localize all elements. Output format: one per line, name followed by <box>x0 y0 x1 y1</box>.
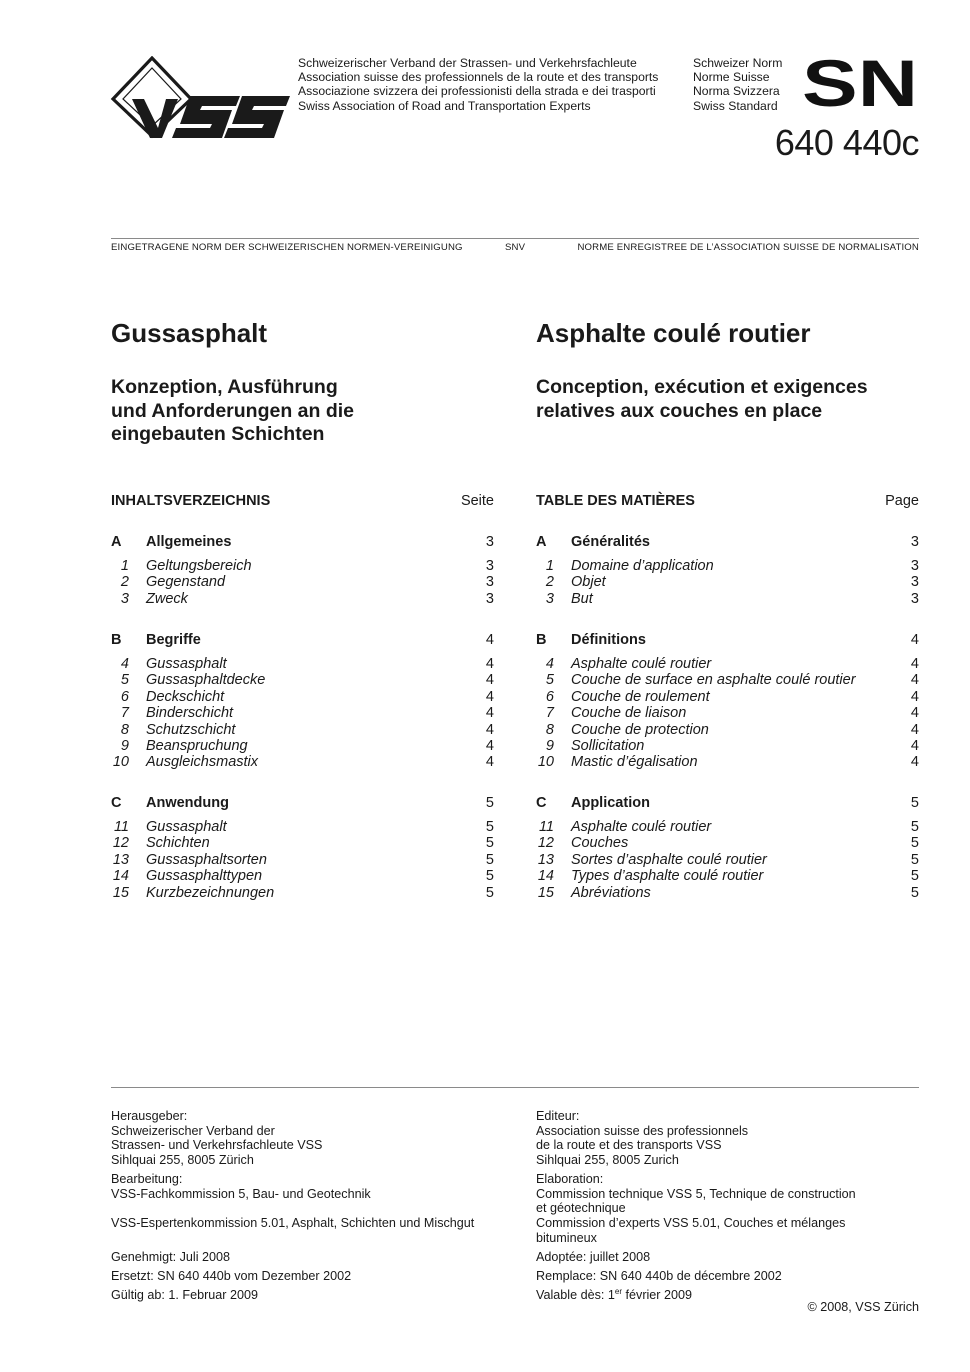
subtitle-de-line: Konzeption, Ausführung <box>111 376 338 398</box>
elaboration-fr-line: Commission technique VSS 5, Technique de construction <box>536 1186 856 1201</box>
association-name-it: Associazione svizzera dei professionisti della strada e dei trasporti <box>298 84 656 99</box>
toc-item-label: Asphalte coulé routier <box>571 819 712 835</box>
norm-label-it: Norma Svizzera <box>693 84 780 99</box>
toc-item-label: Couche de liaison <box>571 705 687 722</box>
valid-from-fr-sup: er <box>614 1287 623 1296</box>
sn-mark-text: SN <box>802 56 918 108</box>
toc-section-page: 5 <box>485 795 494 811</box>
toc-section-number: A <box>536 534 547 550</box>
toc-item-number: 7 <box>545 705 554 722</box>
elaboration-de-line: Bearbeitung: <box>111 1172 183 1186</box>
approved-de <box>111 1250 230 1265</box>
toc-item-page: 5 <box>485 884 494 901</box>
toc-item-number: 15 <box>112 884 129 901</box>
elaboration-fr-line: Elaboration: <box>536 1172 604 1186</box>
toc-item-page: 3 <box>910 590 919 607</box>
toc-item-number: 9 <box>545 738 554 754</box>
toc-item-page: 4 <box>485 721 494 738</box>
approved-fr <box>536 1250 650 1265</box>
subtitle-fr <box>536 376 868 423</box>
toc-item-label: Gussasphalt <box>146 656 227 672</box>
toc-section <box>536 534 919 550</box>
toc-item-number: 12 <box>537 835 554 852</box>
toc-item <box>536 689 919 705</box>
toc-item <box>111 705 494 721</box>
replaces-de <box>111 1269 351 1284</box>
toc-item-label: Kurzbezeichnungen <box>146 884 275 901</box>
toc-item-page: 3 <box>485 574 494 591</box>
toc-item-number: 14 <box>537 868 554 885</box>
publisher-fr-line: de la route et des transports VSS <box>536 1138 722 1153</box>
toc-item-label: Asphalte coulé routier <box>571 656 712 672</box>
toc-heading-fr <box>536 493 919 510</box>
association-name-fr: Association suisse des professionnels de la route et des transports <box>298 70 659 85</box>
toc-item <box>536 738 919 754</box>
toc-item-page: 5 <box>910 851 919 868</box>
toc-item-page: 5 <box>910 884 919 901</box>
toc-item <box>536 591 919 607</box>
toc-page-label-fr: Page <box>885 493 919 509</box>
publisher-de <box>111 1109 322 1167</box>
publisher-fr-line: Association suisse des professionnels <box>536 1123 749 1138</box>
toc-item <box>536 852 919 868</box>
toc-item <box>111 754 494 770</box>
toc-item-number: 13 <box>112 851 129 868</box>
toc-item-page: 5 <box>910 819 919 835</box>
toc-item <box>111 819 494 835</box>
toc-item-page: 3 <box>910 558 919 574</box>
toc-item-label: Zweck <box>146 590 188 607</box>
expert-commission-fr <box>536 1216 845 1245</box>
toc-item-page: 4 <box>910 738 919 754</box>
toc-item-page: 4 <box>485 705 494 722</box>
norm-label-en: Swiss Standard <box>693 98 778 113</box>
approved-fr-text: Adoptée: juillet 2008 <box>536 1250 651 1264</box>
toc-item-page: 4 <box>910 656 919 672</box>
logo-text: VSS <box>108 56 111 57</box>
toc-item-number: 10 <box>112 754 129 771</box>
replaces-fr-text: Remplace: SN 640 440b de décembre 2002 <box>536 1269 782 1283</box>
toc-section <box>111 632 494 648</box>
toc-item-label: Beanspruchung <box>146 738 248 754</box>
expert-commission-fr-line: bitumineux <box>536 1230 597 1245</box>
toc-item-label: Binderschicht <box>146 705 234 722</box>
elaboration-de <box>111 1172 371 1201</box>
title-fr: Asphalte coulé routier <box>536 318 811 348</box>
toc-item-label: Gegenstand <box>146 574 226 591</box>
valid-from-fr-suffix: février 2009 <box>622 1288 693 1302</box>
toc-section <box>111 795 494 811</box>
toc-item-number: 12 <box>112 835 129 852</box>
publisher-de-line: Schweizerischer Verband der <box>111 1123 275 1138</box>
toc-section <box>111 534 494 550</box>
toc-item <box>111 738 494 754</box>
subtitle-fr-line: relatives aux couches en place <box>536 399 823 422</box>
document-number: 640 440c <box>774 122 919 163</box>
toc-item-label: Couche de roulement <box>571 688 710 705</box>
toc-item <box>536 835 919 851</box>
copyright: © 2008, VSS Zürich <box>807 1300 919 1314</box>
publisher-fr-line: Sihlquai 255, 8005 Zurich <box>536 1152 679 1167</box>
toc-item-label: Geltungsbereich <box>146 558 252 574</box>
footer-divider <box>111 1087 919 1088</box>
toc-section-number: B <box>111 632 122 648</box>
toc-item-number: 15 <box>537 884 554 901</box>
toc-item-number: 9 <box>120 738 129 754</box>
toc-section-number: A <box>111 534 122 550</box>
toc-section-label: Allgemeines <box>146 534 232 550</box>
norm-labels <box>693 56 782 113</box>
toc-item <box>111 656 494 672</box>
toc-item-page: 4 <box>910 672 919 689</box>
replaces-de-text: Ersetzt: SN 640 440b vom Dezember 2002 <box>111 1269 352 1283</box>
toc-item <box>111 885 494 901</box>
sn-mark <box>802 56 920 108</box>
toc-item-number: 14 <box>112 868 129 885</box>
subtitle-de-line: und Anforderungen an die <box>111 399 355 422</box>
toc-item-label: Gussasphalt <box>146 819 227 835</box>
toc-item-label: Schutzschicht <box>146 721 236 738</box>
toc-fr <box>536 534 919 914</box>
toc-item-page: 4 <box>485 688 494 705</box>
toc-item-number: 10 <box>537 754 554 771</box>
registration-fr: NORME ENREGISTREE DE L’ASSOCIATION SUISSE DE NORMALISATION <box>577 242 919 253</box>
toc-heading-de <box>111 493 494 510</box>
toc-item-page: 4 <box>910 721 919 738</box>
toc-item-number: 2 <box>120 574 129 591</box>
valid-from-de <box>111 1288 258 1303</box>
toc-item-number: 8 <box>120 721 129 738</box>
toc-item-page: 3 <box>910 574 919 591</box>
toc-section-page: 4 <box>910 632 919 648</box>
norm-label-fr: Norme Suisse <box>693 70 770 85</box>
header-divider <box>111 238 919 239</box>
toc-item-label: But <box>571 590 593 607</box>
publisher-fr-line: Editeur: <box>536 1109 580 1123</box>
toc-item-number: 2 <box>545 574 554 591</box>
elaboration-fr <box>536 1172 856 1216</box>
expert-commission-de <box>111 1216 474 1231</box>
association-names <box>298 56 658 113</box>
toc-section-page: 3 <box>485 534 494 550</box>
expert-commission-de-line: VSS-Espertenkommission 5.01, Asphalt, Schichten und Mischgut <box>111 1216 475 1230</box>
toc-section <box>536 632 919 648</box>
toc-item-label: Schichten <box>146 835 210 852</box>
toc-item-number: 6 <box>120 688 129 705</box>
toc-item <box>111 852 494 868</box>
toc-item-page: 4 <box>910 705 919 722</box>
subtitle-fr-line: Conception, exécution et exigences <box>536 376 868 398</box>
toc-section-label: Begriffe <box>146 632 201 648</box>
toc-section-label: Généralités <box>571 534 650 550</box>
toc-item-label: Couches <box>571 835 629 852</box>
toc-item <box>111 835 494 851</box>
toc-item <box>536 722 919 738</box>
toc-section-page: 3 <box>910 534 919 550</box>
publisher-de-line: Sihlquai 255, 8005 Zürich <box>111 1152 254 1167</box>
toc-title-fr: TABLE DES MATIÈRES <box>536 493 695 509</box>
toc-section-number: C <box>111 795 122 811</box>
toc-item <box>536 656 919 672</box>
toc-item-label: Abréviations <box>571 884 651 901</box>
toc-item <box>536 558 919 574</box>
toc-item-page: 4 <box>485 656 494 672</box>
toc-item-number: 4 <box>120 656 129 672</box>
toc-section-number: B <box>536 632 547 648</box>
toc-item <box>111 868 494 884</box>
toc-item <box>536 819 919 835</box>
title-de: Gussasphalt <box>111 318 268 348</box>
toc-item <box>536 868 919 884</box>
toc-section-label: Application <box>571 795 650 811</box>
toc-item-number: 5 <box>120 672 129 689</box>
toc-item-number: 1 <box>120 558 129 574</box>
toc-item-label: Deckschicht <box>146 688 225 705</box>
subtitle-de-line: eingebauten Schichten <box>111 423 325 445</box>
replaces-fr <box>536 1269 782 1284</box>
toc-section-page: 4 <box>485 632 494 648</box>
toc-item <box>111 689 494 705</box>
toc-item <box>111 722 494 738</box>
toc-item <box>111 558 494 574</box>
toc-item-number: 3 <box>120 590 129 607</box>
toc-item-page: 3 <box>485 558 494 574</box>
toc-item-label: Types d’asphalte coulé routier <box>571 868 764 885</box>
valid-from-de-text: Gültig ab: 1. Februar 2009 <box>111 1288 259 1302</box>
vss-logo <box>108 56 290 140</box>
toc-item-label: Couche de protection <box>571 721 709 738</box>
toc-item <box>111 574 494 590</box>
toc-item-label: Mastic d’égalisation <box>571 754 698 771</box>
toc-title-de: INHALTSVERZEICHNIS <box>111 493 271 509</box>
association-name-en: Swiss Association of Road and Transportation Experts <box>298 98 591 113</box>
toc-item-label: Gussasphaltdecke <box>146 672 266 689</box>
publisher-fr <box>536 1109 748 1167</box>
toc-item-label: Objet <box>571 574 606 591</box>
toc-page-label-de: Seite <box>460 493 494 509</box>
toc-item-page: 3 <box>485 590 494 607</box>
toc-item-number: 8 <box>545 721 554 738</box>
toc-item <box>536 754 919 770</box>
toc-item <box>111 672 494 688</box>
registration-snv: SNV <box>505 242 526 253</box>
norm-label-de: Schweizer Norm <box>693 56 783 70</box>
toc-item-label: Ausgleichsmastix <box>146 754 259 771</box>
toc-item-page: 4 <box>485 672 494 689</box>
toc-item-label: Gussasphalttypen <box>146 868 263 885</box>
toc-section-number: C <box>536 795 547 811</box>
toc-item-page: 5 <box>485 819 494 835</box>
toc-item-page: 5 <box>485 851 494 868</box>
elaboration-de-line: VSS-Fachkommission 5, Bau- und Geotechnik <box>111 1186 371 1201</box>
valid-from-fr-prefix: Valable dès: 1 <box>536 1288 615 1302</box>
toc-item-label: Domaine d’application <box>571 558 714 574</box>
subtitle-de <box>111 376 354 447</box>
toc-item-label: Sollicitation <box>571 738 645 754</box>
toc-item <box>536 885 919 901</box>
toc-section <box>536 795 919 811</box>
valid-from-fr <box>536 1288 692 1303</box>
toc-item-label: Couche de surface en asphalte coulé routier <box>571 672 856 689</box>
toc-item <box>536 705 919 721</box>
toc-item-page: 5 <box>910 835 919 852</box>
toc-item-number: 11 <box>113 819 129 835</box>
toc-item-number: 4 <box>545 656 554 672</box>
expert-commission-fr-line: Commission d’experts VSS 5.01, Couches et mélanges <box>536 1216 846 1230</box>
toc-item-number: 11 <box>538 819 554 835</box>
elaboration-fr-line: et géotechnique <box>536 1201 626 1216</box>
valid-from-fr-text <box>536 1288 692 1303</box>
toc-item-number: 7 <box>120 705 129 722</box>
toc-item-number: 5 <box>545 672 554 689</box>
registration-de: EINGETRAGENE NORM DER SCHWEIZERISCHEN NORMEN-VEREINIGUNG <box>111 242 463 253</box>
toc-item-page: 5 <box>485 835 494 852</box>
toc-item-page: 4 <box>485 738 494 754</box>
publisher-de-line: Strassen- und Verkehrsfachleute VSS <box>111 1138 323 1153</box>
toc-item <box>111 591 494 607</box>
toc-item-page: 4 <box>910 688 919 705</box>
approved-de-text: Genehmigt: Juli 2008 <box>111 1250 231 1264</box>
toc-item-page: 4 <box>910 754 919 771</box>
toc-section-label: Définitions <box>571 632 646 648</box>
toc-item-number: 13 <box>537 851 554 868</box>
toc-item-page: 4 <box>485 754 494 771</box>
toc-item-number: 3 <box>545 590 554 607</box>
toc-item <box>536 672 919 688</box>
publisher-de-line: Herausgeber: <box>111 1109 188 1123</box>
toc-item-number: 1 <box>545 558 554 574</box>
toc-item-label: Gussasphaltsorten <box>146 851 267 868</box>
toc-item-label: Sortes d’asphalte coulé routier <box>571 851 767 868</box>
association-name-de: Schweizerischer Verband der Strassen- und Verkehrsfachleute <box>298 56 637 70</box>
toc-item-page: 5 <box>910 868 919 885</box>
toc-item <box>536 574 919 590</box>
toc-item-page: 5 <box>485 868 494 885</box>
toc-de <box>111 534 494 914</box>
toc-section-page: 5 <box>910 795 919 811</box>
toc-section-label: Anwendung <box>146 795 229 811</box>
toc-item-number: 6 <box>545 688 554 705</box>
